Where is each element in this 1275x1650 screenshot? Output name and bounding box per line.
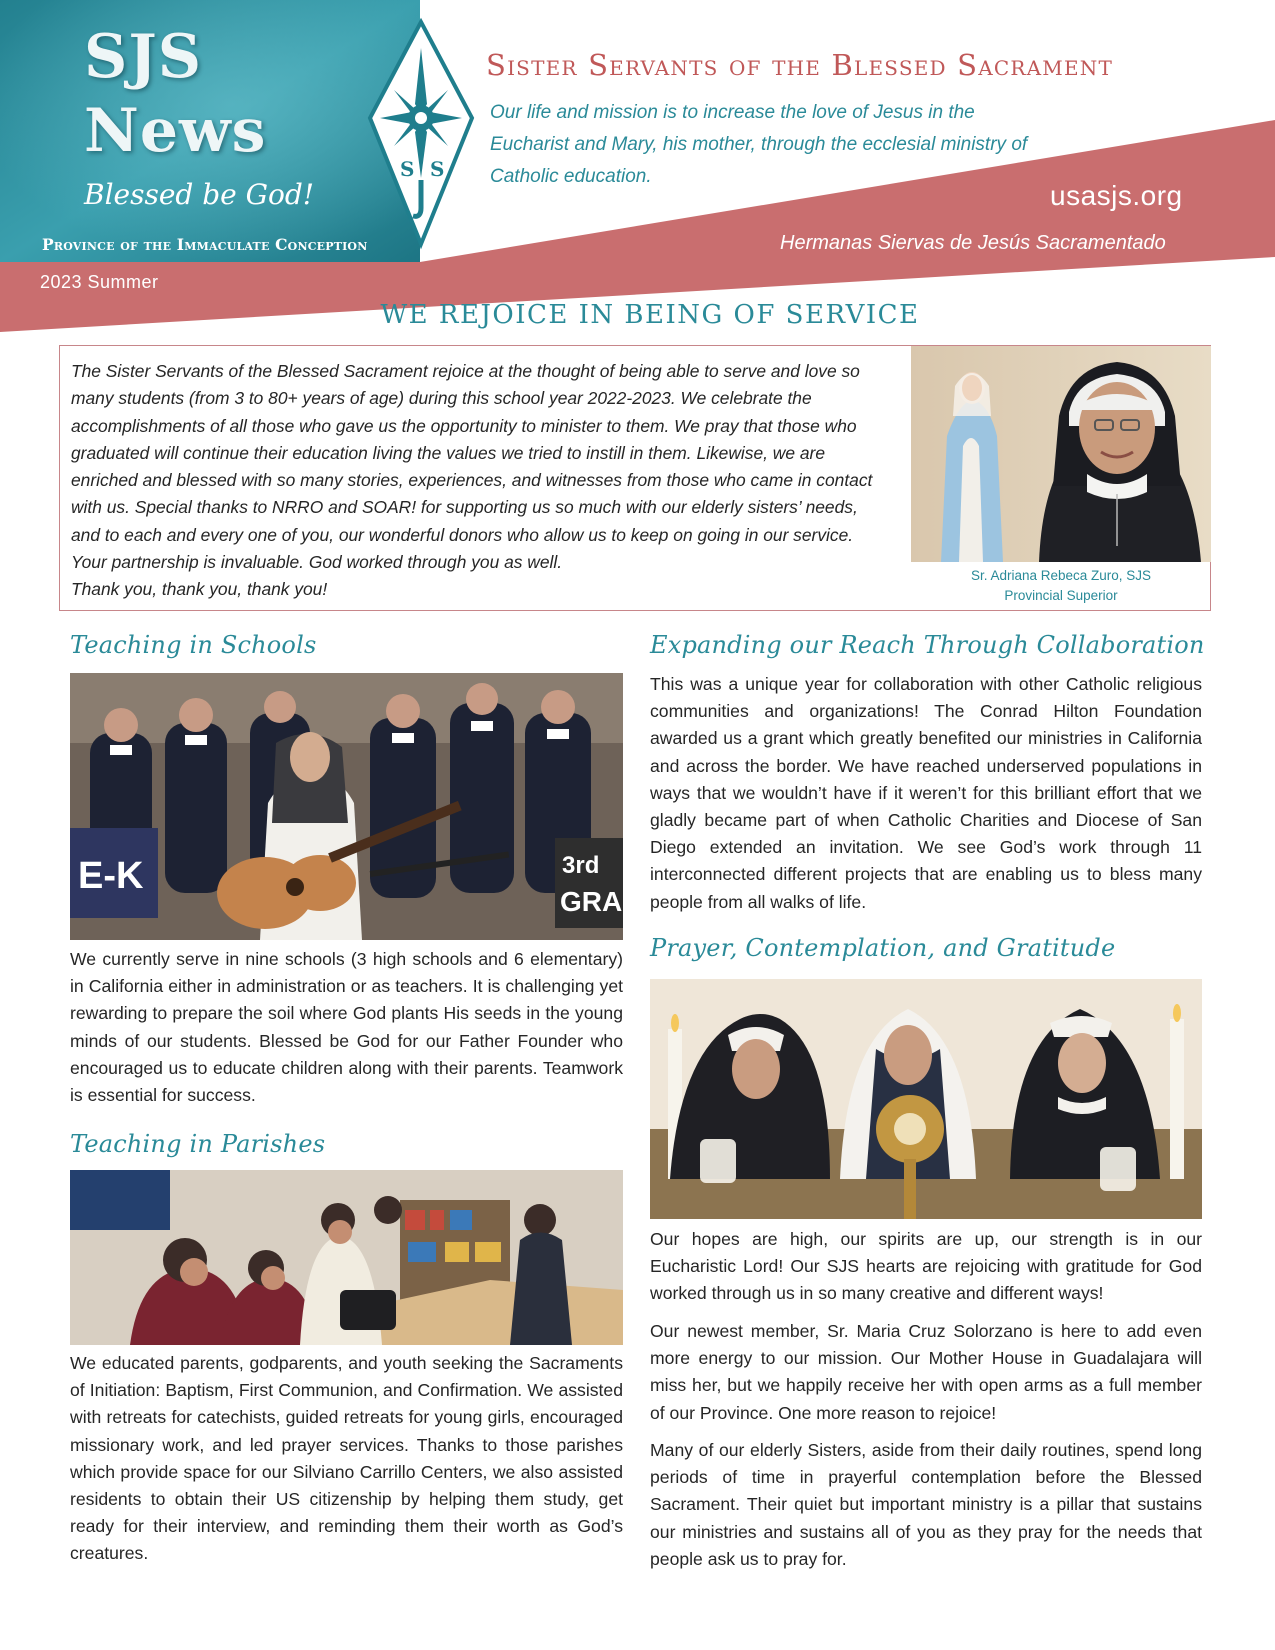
emblem-letter-s2: S (430, 157, 445, 181)
caption-name: Sr. Adriana Rebeca Zuro, SJS (970, 568, 1152, 583)
province-name: Province of the Immaculate Conception (42, 235, 368, 254)
section-title-prayer: Prayer, Contemplation, and Gratitude (650, 934, 1116, 962)
sign-right-label-2: GRAD (560, 886, 643, 917)
masthead-tagline: Blessed be God! (84, 178, 315, 211)
masthead-title-news: News (84, 96, 267, 166)
provincial-superior-photo (911, 346, 1211, 562)
photo-caption (911, 566, 1211, 606)
masthead (0, 0, 1275, 340)
main-heading: WE REJOICE IN BEING OF SERVICE (380, 300, 920, 330)
website-link[interactable]: usasjs.org (1050, 180, 1183, 211)
schools-photo (70, 673, 643, 940)
intro-paragraph: The Sister Servants of the Blessed Sacrament rejoice at the thought of being able to serve and love so many students (from 3 to 80+ years of age) during this school year 2022-2023. We celebrate the accomplishments of all those who gave us the opportunity to minister to them. We pray that those who graduated will continue their education living the values we tried to instill in them. Likewise, we are enriched and blessed with so many stories, experiences, and witnesses from those who came in contact with us. Special thanks to NRRO and SOAR! for supporting us so much with our elderly sisters’ needs, and to each and every one of you, our wonderful donors who allow us to keep on going in our service. Your partnership is invaluable. God worked through you as well. (71, 361, 873, 573)
intro-closing: Thank you, thank you, thank you! (71, 579, 328, 600)
sign-right-label-1: 3rd (562, 852, 600, 879)
prayer-photo (650, 979, 1202, 1219)
intro-text (71, 358, 891, 604)
collaboration-text: This was a unique year for collaboration with other Catholic religious communities and organizations! The Conrad Hilton Foundation awarded us a grant which greatly benefited our ministries in California and across the border. We have reached underserved populations in ways that we wouldn’t have if it weren’t for this brilliant effort that we gladly became part of when Catholic Charities and Diocese of San Diego extended an invitation. We see God’s work through 11 interconnected different projects that are enabling us to bless many people from all walks of life. (650, 674, 1202, 912)
emblem-letter-s1: S (400, 157, 415, 181)
intro-box (59, 345, 1211, 611)
caption-role: Provincial Superior (1004, 588, 1118, 603)
parishes-text: We educated parents, godparents, and youth seeking the Sacraments of Initiation: Baptism, First Communion, and Confirmation. We assisted with retreats for catechists, guided retreats for young girls, encouraged missionary work, and led prayer services. Thanks to those parishes which provide space for our Silviano Carrillo Centers, we also assisted residents to obtain their US citizenship by helping them study, get ready for their interview, and reminding them their worth as God’s creatures. (70, 1353, 623, 1564)
schools-text: We currently serve in nine schools (3 high schools and 6 elementary) in California either in administration or as teachers. It is challenging yet rewarding to prepare the soil where God plants His seeds in the young minds of our students. Blessed be God for our Father Founder who encouraged us to educate children along with their parents. Teamwork is essential for success. (70, 949, 623, 1106)
masthead-title-sjs: SJS (84, 22, 203, 92)
spanish-organization-name: Hermanas Siervas de Jesús Sacramentado (780, 232, 1166, 254)
section-title-schools: Teaching in Schools (70, 631, 317, 659)
prayer-text-3: Many of our elderly Sisters, aside from their daily routines, spend long periods of time in prayerful contemplation before the Blessed Sacrament. Their quiet but important ministry is a pillar that sustains our ministries and sustains all of you as they pray for the needs that people ask us to pray for. (650, 1440, 1202, 1569)
sign-left-label: E-K (78, 855, 144, 897)
mission-statement: Our life and mission is to increase the love of Jesus in the Eucharist and Mary, his mother, through the ecclesial ministry of Catholic education. (490, 102, 1028, 187)
prayer-text-2: Our newest member, Sr. Maria Cruz Solorzano is here to add even more energy to our mission. Our Mother House in Guadalajara will miss her, but we happily receive her with open arms as a full member of our Province. One more reason to rejoice! (650, 1321, 1202, 1423)
prayer-text-1: Our hopes are high, our spirits are up, our strength is in our Eucharistic Lord! Our SJS hearts are rejoicing with gratitude for God worked through us in so many creative and different ways! (650, 1229, 1202, 1304)
organization-name: Sister Servants of the Blessed Sacrament (486, 48, 1114, 82)
section-title-collaboration: Expanding our Reach Through Collaboration (650, 631, 1205, 659)
edition-label: 2023 Summer (40, 272, 159, 292)
parishes-photo (70, 1170, 623, 1345)
section-title-parishes: Teaching in Parishes (70, 1130, 326, 1158)
sjs-emblem-icon (366, 18, 476, 248)
